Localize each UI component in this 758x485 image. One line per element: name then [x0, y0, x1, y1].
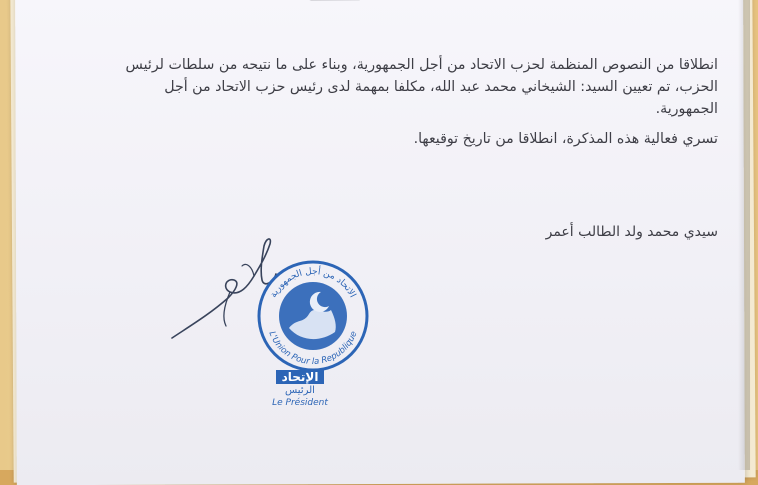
party-stamp — [255, 258, 371, 374]
stamp-ring-arabic: الاتحاد من أجل الجمهورية — [269, 265, 357, 299]
paragraph-effective-date: تسري فعالية هذه المذكرة، انطلاقا من تاريخ توقيعها. — [98, 128, 718, 150]
stamp-title-arabic: الرئيس — [245, 385, 355, 397]
document-body — [98, 54, 718, 158]
stamp-ring-french: L'Union Pour la Republique — [267, 330, 360, 367]
president-stamp — [245, 366, 355, 409]
stamp-title-french: Le Président — [245, 397, 355, 409]
paragraph-appointment: انطلاقا من النصوص المنظمة لحزب الاتحاد من أجل الجمهورية، وبناء على ما نتيحه من سلطات لرئيس الحزب، تم تعيين السيد: الشيخاني محمد عبد الله، مكلفا بمهمة لدى رئيس حزب الاتحاد من أجل الجمهورية. — [98, 54, 718, 120]
signer-name: سيدي محمد ولد الطالب أعمر — [546, 224, 718, 240]
stamp-badge: الإتحاد — [276, 370, 325, 384]
paper-edge-shadow — [738, 0, 750, 470]
